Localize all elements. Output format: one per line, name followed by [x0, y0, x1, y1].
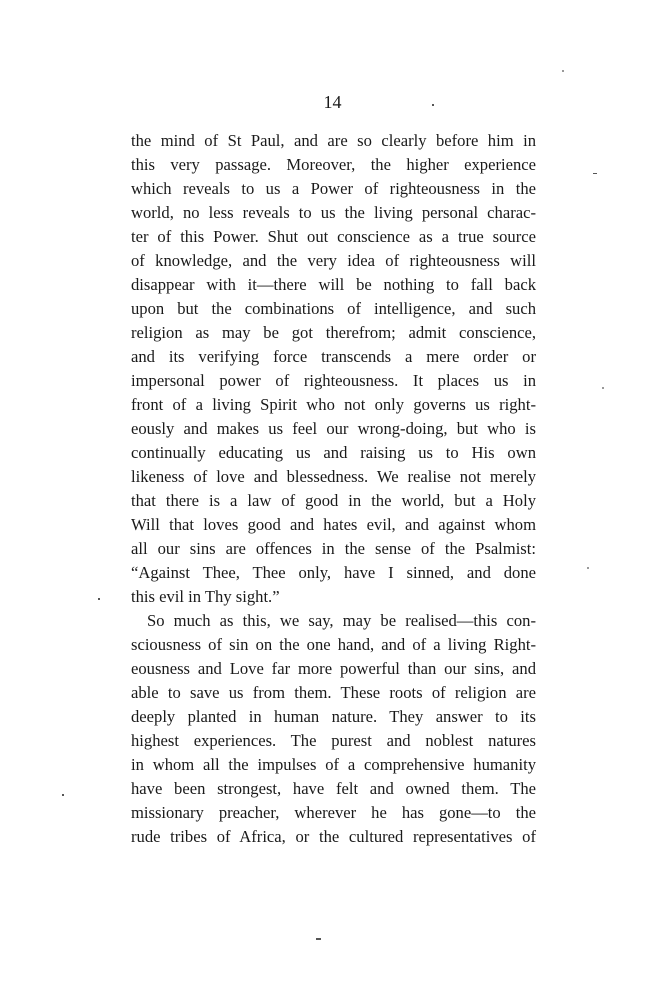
- scan-speck: [593, 173, 597, 174]
- text-line: that there is a law of good in the world, but a Holy: [131, 491, 536, 510]
- scan-speck: [316, 938, 321, 940]
- text-line: all our sins are offences in the sense of the Psalmist:: [131, 539, 536, 558]
- text-line: deeply planted in human nature. They answer to its: [131, 707, 536, 726]
- text-line: “Against Thee, Thee only, have I sinned, and done: [131, 563, 536, 582]
- scan-speck: [562, 70, 564, 72]
- text-line: ter of this Power. Shut out conscience as a true source: [131, 227, 536, 246]
- paragraph-first-line: So much as this, we say, may be realised—this con-: [147, 611, 536, 630]
- text-line: front of a living Spirit who not only governs us right-: [131, 395, 536, 414]
- text-line: rude tribes of Africa, or the cultured representatives of: [131, 827, 536, 846]
- text-line: which reveals to us a Power of righteousness in the: [131, 179, 536, 198]
- scan-speck: [432, 104, 434, 106]
- text-line: eousness and Love far more powerful than our sins, and: [131, 659, 536, 678]
- text-line: highest experiences. The purest and noblest natures: [131, 731, 536, 750]
- text-line: upon but the combinations of intelligence, and such: [131, 299, 536, 318]
- text-line: able to save us from them. These roots of religion are: [131, 683, 536, 702]
- text-line: sciousness of sin on the one hand, and of a living Right-: [131, 635, 536, 654]
- text-line: impersonal power of righteousness. It places us in: [131, 371, 536, 390]
- text-line: the mind of St Paul, and are so clearly before him in: [131, 131, 536, 150]
- scan-speck: [98, 598, 100, 600]
- text-line: continually educating us and raising us to His own: [131, 443, 536, 462]
- body-text: [131, 129, 536, 849]
- text-line: missionary preacher, wherever he has gone—to the: [131, 803, 536, 822]
- text-line: have been strongest, have felt and owned them. The: [131, 779, 536, 798]
- text-line: likeness of love and blessedness. We realise not merely: [131, 467, 536, 486]
- text-line: this very passage. Moreover, the higher experience: [131, 155, 536, 174]
- scan-speck: [602, 387, 604, 389]
- text-line: in whom all the impulses of a comprehensive humanity: [131, 755, 536, 774]
- text-line: world, no less reveals to us the living personal charac-: [131, 203, 536, 222]
- text-line: disappear with it—there will be nothing to fall back: [131, 275, 536, 294]
- scan-speck: [62, 794, 64, 796]
- text-line: Will that loves good and hates evil, and against whom: [131, 515, 536, 534]
- scan-speck: [587, 567, 589, 569]
- text-line: and its verifying force transcends a mere order or: [131, 347, 536, 366]
- paragraph-last-line: this evil in Thy sight.”: [131, 587, 280, 606]
- text-line: of knowledge, and the very idea of righteousness will: [131, 251, 536, 270]
- page-number: 14: [323, 92, 342, 112]
- text-line: eously and makes us feel our wrong-doing, but who is: [131, 419, 536, 438]
- text-line: religion as may be got therefrom; admit conscience,: [131, 323, 536, 342]
